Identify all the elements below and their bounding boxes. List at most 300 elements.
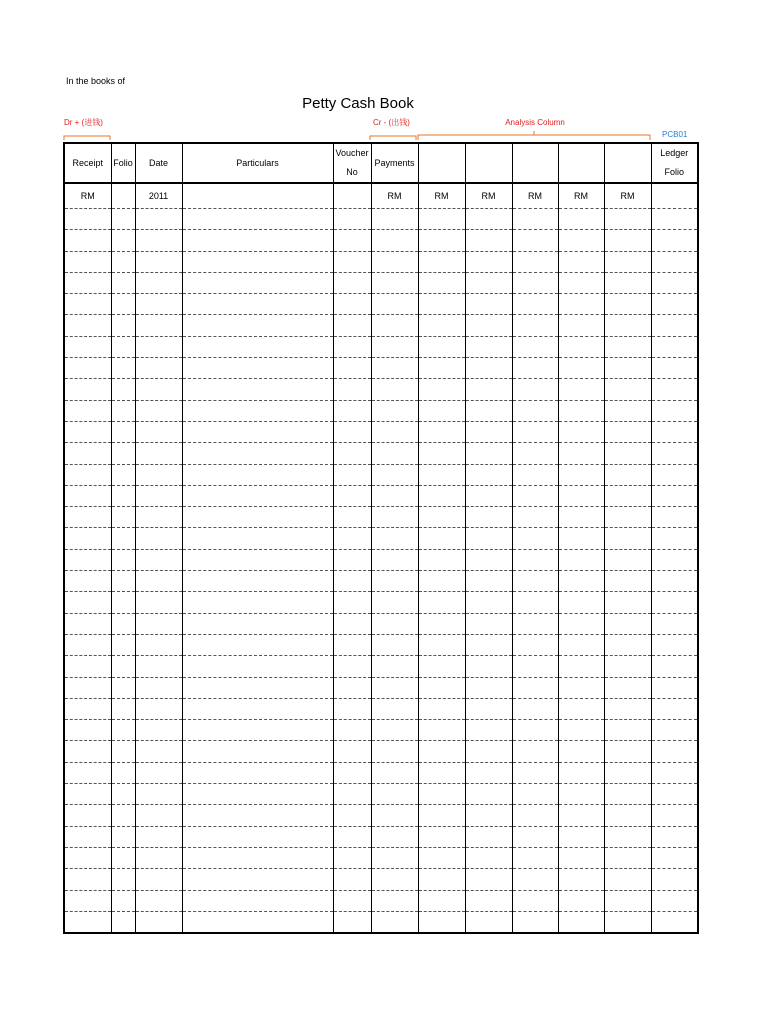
table-cell[interactable] [651, 911, 698, 933]
table-cell[interactable] [604, 869, 651, 890]
table-cell[interactable] [371, 826, 418, 847]
table-cell[interactable] [465, 847, 512, 868]
table-cell[interactable] [135, 762, 182, 783]
table-cell[interactable] [371, 805, 418, 826]
table-cell[interactable] [604, 485, 651, 506]
table-cell[interactable] [512, 272, 558, 293]
table-cell[interactable] [182, 784, 333, 805]
table-cell[interactable] [333, 656, 371, 677]
table-cell[interactable] [371, 720, 418, 741]
table-cell[interactable] [418, 400, 465, 421]
table-cell[interactable] [111, 358, 135, 379]
table-cell[interactable] [111, 720, 135, 741]
table-cell[interactable] [111, 379, 135, 400]
table-cell[interactable] [418, 869, 465, 890]
table-cell[interactable] [64, 464, 111, 485]
table-cell[interactable] [333, 272, 371, 293]
table-cell[interactable] [558, 613, 604, 634]
table-cell[interactable] [465, 741, 512, 762]
table-cell[interactable] [604, 613, 651, 634]
table-cell[interactable] [371, 571, 418, 592]
table-cell[interactable] [135, 592, 182, 613]
table-cell[interactable] [651, 251, 698, 272]
table-cell[interactable] [604, 720, 651, 741]
table-cell[interactable] [512, 294, 558, 315]
table-cell[interactable] [651, 677, 698, 698]
table-cell[interactable] [558, 720, 604, 741]
table-cell[interactable] [418, 784, 465, 805]
table-cell[interactable] [135, 911, 182, 933]
table-cell[interactable] [333, 677, 371, 698]
table-cell[interactable] [418, 720, 465, 741]
table-cell[interactable] [418, 762, 465, 783]
table-cell[interactable] [135, 443, 182, 464]
table-cell[interactable] [651, 571, 698, 592]
table-cell[interactable] [371, 358, 418, 379]
table-cell[interactable] [558, 634, 604, 655]
table-cell[interactable] [182, 677, 333, 698]
table-cell[interactable] [558, 315, 604, 336]
table-cell[interactable] [651, 698, 698, 719]
table-cell[interactable] [651, 720, 698, 741]
table-cell[interactable] [558, 698, 604, 719]
table-cell[interactable] [64, 741, 111, 762]
table-cell[interactable] [111, 251, 135, 272]
table-cell[interactable] [604, 805, 651, 826]
table-cell[interactable] [558, 911, 604, 933]
table-cell[interactable] [333, 549, 371, 570]
table-cell[interactable] [558, 209, 604, 230]
table-cell[interactable] [558, 464, 604, 485]
table-cell[interactable] [418, 421, 465, 442]
table-cell[interactable] [558, 485, 604, 506]
table-cell[interactable] [135, 400, 182, 421]
table-cell[interactable] [651, 613, 698, 634]
table-cell[interactable] [558, 528, 604, 549]
table-cell[interactable] [111, 421, 135, 442]
table-cell[interactable] [651, 358, 698, 379]
table-cell[interactable] [333, 336, 371, 357]
table-cell[interactable] [512, 464, 558, 485]
table-cell[interactable] [512, 549, 558, 570]
table-cell[interactable] [135, 784, 182, 805]
table-cell[interactable] [651, 379, 698, 400]
table-cell[interactable] [333, 485, 371, 506]
table-cell[interactable] [333, 805, 371, 826]
table-cell[interactable] [371, 549, 418, 570]
table-cell[interactable] [558, 507, 604, 528]
table-cell[interactable] [333, 400, 371, 421]
table-cell[interactable] [333, 847, 371, 868]
table-cell[interactable] [371, 890, 418, 911]
table-cell[interactable] [418, 230, 465, 251]
table-cell[interactable] [558, 251, 604, 272]
table-cell[interactable] [333, 592, 371, 613]
table-cell[interactable] [64, 336, 111, 357]
table-cell[interactable] [558, 549, 604, 570]
table-cell[interactable] [651, 230, 698, 251]
table-cell[interactable] [111, 507, 135, 528]
table-cell[interactable] [371, 847, 418, 868]
table-cell[interactable] [512, 613, 558, 634]
table-cell[interactable] [418, 528, 465, 549]
table-cell[interactable] [64, 294, 111, 315]
table-cell[interactable] [651, 890, 698, 911]
table-cell[interactable] [182, 358, 333, 379]
table-cell[interactable] [604, 507, 651, 528]
table-cell[interactable] [465, 443, 512, 464]
table-cell[interactable] [111, 911, 135, 933]
table-cell[interactable] [182, 698, 333, 719]
table-cell[interactable] [651, 294, 698, 315]
table-cell[interactable] [651, 315, 698, 336]
table-cell[interactable] [135, 869, 182, 890]
table-cell[interactable] [465, 528, 512, 549]
table-cell[interactable] [512, 400, 558, 421]
table-cell[interactable] [604, 847, 651, 868]
table-cell[interactable] [558, 358, 604, 379]
table-cell[interactable] [111, 464, 135, 485]
table-cell[interactable] [651, 656, 698, 677]
table-cell[interactable] [512, 571, 558, 592]
table-cell[interactable] [64, 485, 111, 506]
table-cell[interactable] [333, 528, 371, 549]
table-cell[interactable] [651, 592, 698, 613]
table-cell[interactable] [465, 464, 512, 485]
table-cell[interactable] [182, 911, 333, 933]
table-cell[interactable] [418, 251, 465, 272]
table-cell[interactable] [111, 762, 135, 783]
table-cell[interactable] [371, 379, 418, 400]
table-cell[interactable] [465, 826, 512, 847]
table-cell[interactable] [371, 464, 418, 485]
table-cell[interactable] [111, 677, 135, 698]
table-cell[interactable] [465, 251, 512, 272]
table-cell[interactable] [651, 549, 698, 570]
table-cell[interactable] [111, 826, 135, 847]
table-cell[interactable] [558, 805, 604, 826]
table-cell[interactable] [135, 421, 182, 442]
table-cell[interactable] [333, 294, 371, 315]
table-cell[interactable] [371, 251, 418, 272]
table-cell[interactable] [418, 443, 465, 464]
table-cell[interactable] [371, 869, 418, 890]
table-cell[interactable] [135, 571, 182, 592]
table-cell[interactable] [371, 315, 418, 336]
table-cell[interactable] [111, 209, 135, 230]
table-cell[interactable] [465, 762, 512, 783]
table-cell[interactable] [333, 869, 371, 890]
table-cell[interactable] [182, 613, 333, 634]
table-cell[interactable] [651, 507, 698, 528]
table-cell[interactable] [135, 209, 182, 230]
table-cell[interactable] [465, 294, 512, 315]
table-cell[interactable] [512, 762, 558, 783]
table-cell[interactable] [182, 379, 333, 400]
table-cell[interactable] [512, 634, 558, 655]
table-cell[interactable] [333, 209, 371, 230]
table-cell[interactable] [111, 400, 135, 421]
table-cell[interactable] [135, 549, 182, 570]
table-cell[interactable] [651, 634, 698, 655]
table-cell[interactable] [651, 443, 698, 464]
table-cell[interactable] [604, 379, 651, 400]
table-cell[interactable] [371, 294, 418, 315]
table-cell[interactable] [558, 336, 604, 357]
table-cell[interactable] [333, 698, 371, 719]
table-cell[interactable] [418, 358, 465, 379]
table-cell[interactable] [512, 677, 558, 698]
table-cell[interactable] [135, 294, 182, 315]
table-cell[interactable] [558, 869, 604, 890]
table-cell[interactable] [604, 528, 651, 549]
table-cell[interactable] [604, 634, 651, 655]
table-cell[interactable] [418, 272, 465, 293]
table-cell[interactable] [512, 720, 558, 741]
table-cell[interactable] [418, 805, 465, 826]
table-cell[interactable] [111, 294, 135, 315]
table-cell[interactable] [64, 443, 111, 464]
table-cell[interactable] [182, 507, 333, 528]
table-cell[interactable] [135, 677, 182, 698]
table-cell[interactable] [333, 443, 371, 464]
table-cell[interactable] [604, 358, 651, 379]
table-cell[interactable] [465, 400, 512, 421]
table-cell[interactable] [465, 485, 512, 506]
table-cell[interactable] [651, 400, 698, 421]
table-cell[interactable] [371, 592, 418, 613]
table-cell[interactable] [111, 890, 135, 911]
table-cell[interactable] [512, 358, 558, 379]
table-cell[interactable] [651, 762, 698, 783]
table-cell[interactable] [135, 613, 182, 634]
table-cell[interactable] [371, 209, 418, 230]
table-cell[interactable] [651, 826, 698, 847]
table-cell[interactable] [371, 443, 418, 464]
table-cell[interactable] [111, 613, 135, 634]
table-cell[interactable] [182, 720, 333, 741]
table-cell[interactable] [333, 634, 371, 655]
table-cell[interactable] [512, 656, 558, 677]
table-cell[interactable] [604, 592, 651, 613]
table-cell[interactable] [604, 549, 651, 570]
table-cell[interactable] [135, 379, 182, 400]
table-cell[interactable] [182, 209, 333, 230]
table-cell[interactable] [182, 571, 333, 592]
table-cell[interactable] [465, 379, 512, 400]
table-cell[interactable] [465, 272, 512, 293]
table-cell[interactable] [512, 209, 558, 230]
table-cell[interactable] [64, 805, 111, 826]
table-cell[interactable] [64, 528, 111, 549]
table-cell[interactable] [371, 762, 418, 783]
table-cell[interactable] [418, 698, 465, 719]
table-cell[interactable] [135, 485, 182, 506]
table-cell[interactable] [371, 911, 418, 933]
table-cell[interactable] [371, 400, 418, 421]
table-cell[interactable] [111, 634, 135, 655]
table-cell[interactable] [64, 592, 111, 613]
table-cell[interactable] [135, 464, 182, 485]
table-cell[interactable] [182, 443, 333, 464]
table-cell[interactable] [604, 911, 651, 933]
table-cell[interactable] [64, 762, 111, 783]
table-cell[interactable] [512, 890, 558, 911]
table-cell[interactable] [512, 698, 558, 719]
table-cell[interactable] [465, 230, 512, 251]
table-cell[interactable] [558, 421, 604, 442]
table-cell[interactable] [512, 485, 558, 506]
table-cell[interactable] [371, 656, 418, 677]
table-cell[interactable] [465, 698, 512, 719]
table-cell[interactable] [111, 741, 135, 762]
table-cell[interactable] [418, 379, 465, 400]
table-cell[interactable] [111, 784, 135, 805]
table-cell[interactable] [333, 720, 371, 741]
table-cell[interactable] [604, 315, 651, 336]
table-cell[interactable] [418, 315, 465, 336]
table-cell[interactable] [465, 805, 512, 826]
table-cell[interactable] [651, 847, 698, 868]
table-cell[interactable] [371, 507, 418, 528]
table-cell[interactable] [333, 826, 371, 847]
table-cell[interactable] [465, 592, 512, 613]
table-cell[interactable] [651, 209, 698, 230]
table-cell[interactable] [465, 613, 512, 634]
table-cell[interactable] [604, 656, 651, 677]
table-cell[interactable] [604, 698, 651, 719]
table-cell[interactable] [182, 656, 333, 677]
table-cell[interactable] [418, 911, 465, 933]
table-cell[interactable] [418, 464, 465, 485]
table-cell[interactable] [512, 805, 558, 826]
table-cell[interactable] [465, 911, 512, 933]
table-cell[interactable] [558, 762, 604, 783]
table-cell[interactable] [604, 571, 651, 592]
table-cell[interactable] [64, 251, 111, 272]
table-cell[interactable] [135, 826, 182, 847]
table-cell[interactable] [111, 230, 135, 251]
table-cell[interactable] [371, 784, 418, 805]
table-cell[interactable] [371, 230, 418, 251]
table-cell[interactable] [333, 613, 371, 634]
table-cell[interactable] [418, 826, 465, 847]
table-cell[interactable] [558, 784, 604, 805]
table-cell[interactable] [465, 507, 512, 528]
table-cell[interactable] [371, 677, 418, 698]
table-cell[interactable] [135, 358, 182, 379]
table-cell[interactable] [111, 549, 135, 570]
table-cell[interactable] [111, 485, 135, 506]
table-cell[interactable] [418, 634, 465, 655]
table-cell[interactable] [182, 421, 333, 442]
table-cell[interactable] [465, 358, 512, 379]
table-cell[interactable] [558, 272, 604, 293]
table-cell[interactable] [512, 507, 558, 528]
table-cell[interactable] [182, 634, 333, 655]
table-cell[interactable] [418, 847, 465, 868]
table-cell[interactable] [418, 336, 465, 357]
table-cell[interactable] [418, 741, 465, 762]
table-cell[interactable] [64, 656, 111, 677]
table-cell[interactable] [64, 634, 111, 655]
table-cell[interactable] [604, 230, 651, 251]
table-cell[interactable] [512, 230, 558, 251]
table-cell[interactable] [64, 358, 111, 379]
table-cell[interactable] [182, 826, 333, 847]
table-cell[interactable] [182, 251, 333, 272]
table-cell[interactable] [64, 507, 111, 528]
table-cell[interactable] [558, 890, 604, 911]
table-cell[interactable] [111, 571, 135, 592]
table-cell[interactable] [64, 698, 111, 719]
table-cell[interactable] [558, 592, 604, 613]
table-cell[interactable] [558, 826, 604, 847]
table-cell[interactable] [64, 869, 111, 890]
table-cell[interactable] [64, 549, 111, 570]
table-cell[interactable] [135, 528, 182, 549]
table-cell[interactable] [371, 613, 418, 634]
table-cell[interactable] [604, 826, 651, 847]
table-cell[interactable] [465, 315, 512, 336]
table-cell[interactable] [64, 209, 111, 230]
table-cell[interactable] [418, 677, 465, 698]
table-cell[interactable] [604, 336, 651, 357]
table-cell[interactable] [182, 272, 333, 293]
table-cell[interactable] [604, 400, 651, 421]
table-cell[interactable] [182, 294, 333, 315]
table-cell[interactable] [651, 421, 698, 442]
table-cell[interactable] [512, 784, 558, 805]
table-cell[interactable] [558, 230, 604, 251]
table-cell[interactable] [182, 592, 333, 613]
table-cell[interactable] [651, 464, 698, 485]
table-cell[interactable] [182, 315, 333, 336]
table-cell[interactable] [465, 784, 512, 805]
table-cell[interactable] [418, 890, 465, 911]
table-cell[interactable] [111, 315, 135, 336]
table-cell[interactable] [333, 358, 371, 379]
table-cell[interactable] [558, 400, 604, 421]
table-cell[interactable] [604, 272, 651, 293]
table-cell[interactable] [333, 571, 371, 592]
table-cell[interactable] [135, 272, 182, 293]
table-cell[interactable] [182, 528, 333, 549]
table-cell[interactable] [64, 421, 111, 442]
table-cell[interactable] [512, 592, 558, 613]
table-cell[interactable] [135, 805, 182, 826]
table-cell[interactable] [64, 784, 111, 805]
table-cell[interactable] [182, 400, 333, 421]
table-cell[interactable] [465, 677, 512, 698]
table-cell[interactable] [371, 698, 418, 719]
table-cell[interactable] [111, 272, 135, 293]
table-cell[interactable] [111, 847, 135, 868]
table-cell[interactable] [465, 869, 512, 890]
table-cell[interactable] [651, 784, 698, 805]
table-cell[interactable] [333, 741, 371, 762]
table-cell[interactable] [604, 741, 651, 762]
table-cell[interactable] [558, 294, 604, 315]
table-cell[interactable] [135, 507, 182, 528]
table-cell[interactable] [182, 485, 333, 506]
table-cell[interactable] [135, 698, 182, 719]
table-cell[interactable] [333, 230, 371, 251]
table-cell[interactable] [604, 209, 651, 230]
table-cell[interactable] [182, 762, 333, 783]
table-cell[interactable] [333, 379, 371, 400]
table-cell[interactable] [651, 528, 698, 549]
